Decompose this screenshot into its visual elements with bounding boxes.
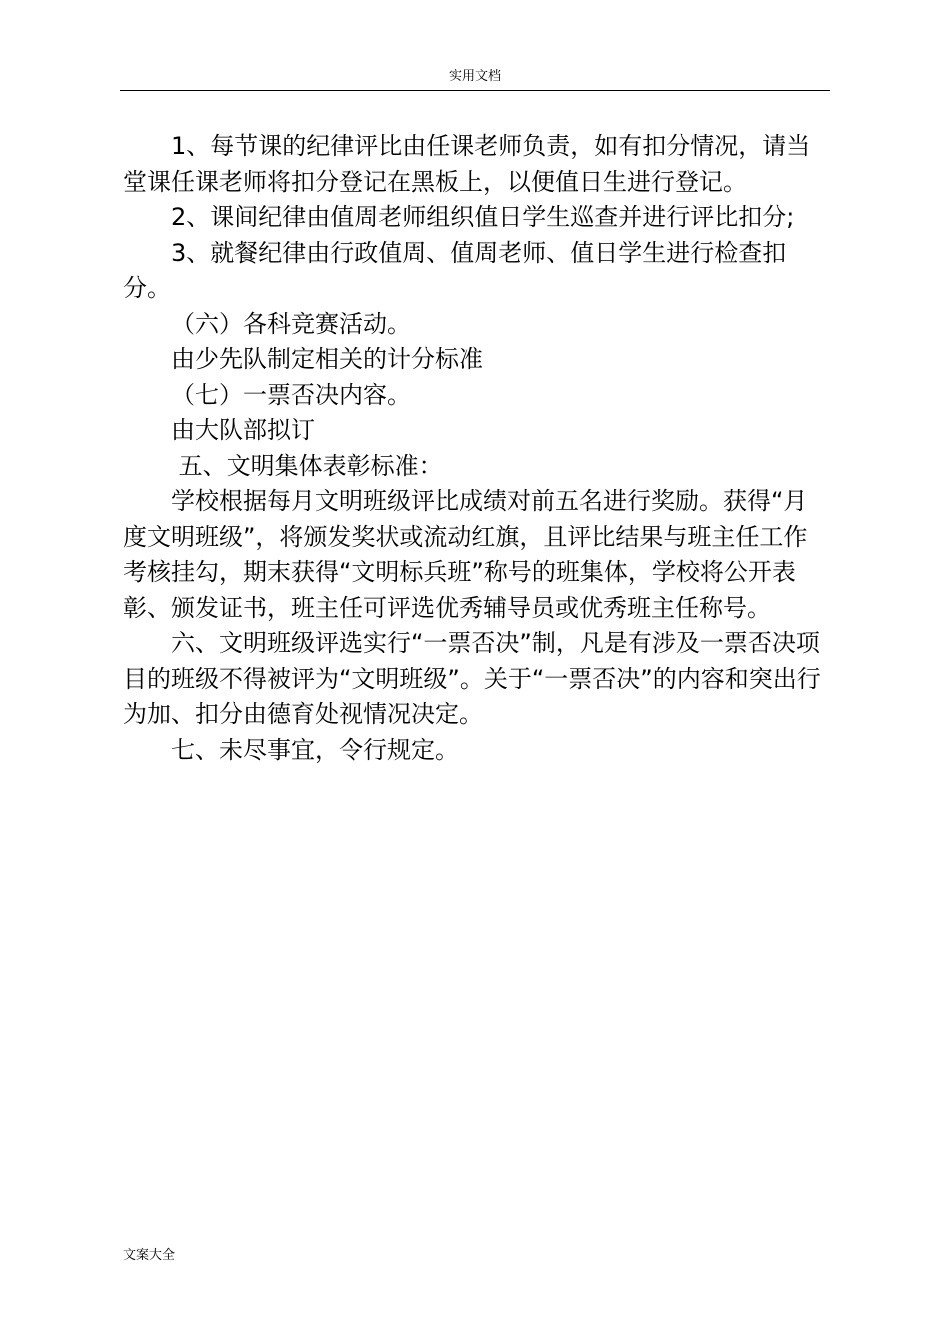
footer-text: 文案大全 [123,1248,176,1263]
paragraph-veto-rule: 六、文明班级评选实行“一票否决”制，凡是有涉及一票否决项目的班级不得被评为“文明班级”。关于“一票否决”的内容和突出行为加、扣分由德育处视情况决定。 [123,629,821,728]
page-header [120,70,830,91]
document-body [123,129,830,768]
section-heading-veto: （七）一票否决内容。 [171,380,411,409]
page-footer [123,1247,175,1265]
paragraph-veto-drafter: 由大队部拟订 [171,416,315,444]
section-heading-commendation: 五、文明集体表彰标准： [171,451,443,480]
section-heading-competitions: （六）各科竞赛活动。 [171,309,411,338]
paragraph-dining-discipline: 3、就餐纪律由行政值周、值周老师、值日学生进行检查扣分。 [123,238,787,302]
paragraph-other-matters: 七、未尽事宜，令行规定。 [171,735,459,764]
paragraph-competition-standard: 由少先队制定相关的计分标准 [171,345,483,373]
paragraph-commendation-details: 学校根据每月文明班级评比成绩对前五名进行奖励。获得“月度文明班级”，将颁发奖状或流动红旗，且评比结果与班主任工作考核挂勾，期末获得“文明标兵班”称号的班集体，学校将公开表彰、颁发证书，班主任可评选优秀辅导员或优秀班主任称号。 [123,487,808,622]
paragraph-classroom-discipline: 1、每节课的纪律评比由任课老师负责，如有扣分情况，请当堂课任课老师将扣分登记在黑板上，以便值日生进行登记。 [123,132,811,196]
header-title: 实用文档 [448,69,501,84]
paragraph-break-discipline: 2、课间纪律由值周老师组织值日学生巡查并进行评比扣分; [171,203,795,231]
